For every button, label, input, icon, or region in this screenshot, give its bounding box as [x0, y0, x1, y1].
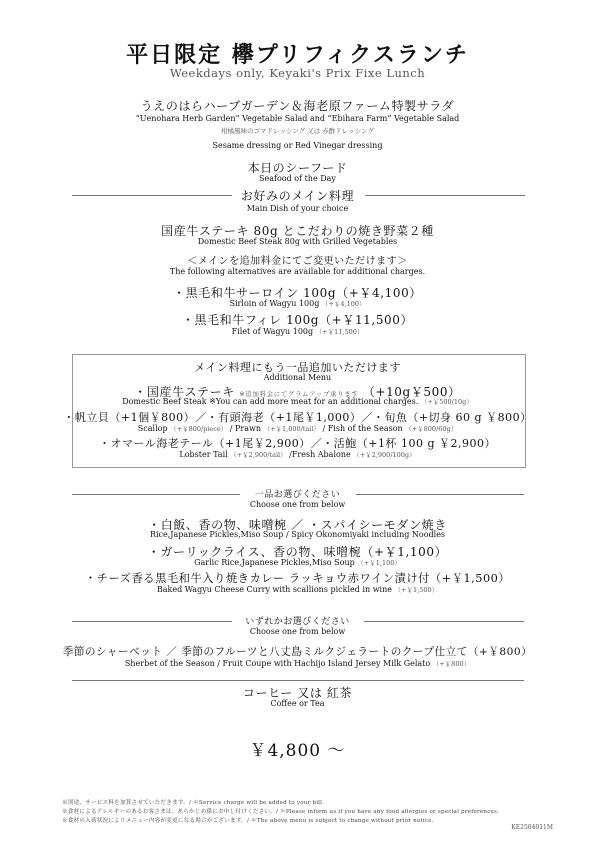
main-alt2-en: [0, 327, 595, 336]
main-alt1-en: [0, 299, 595, 308]
choice2-dessert-jp: 季節のシャーベット ／ 季節のフルーツと八丈島ミルクジェラートのクープ仕立て（+￥800）: [62, 646, 533, 658]
main-header-en: Main Dish of your choice: [246, 204, 349, 213]
choice2-dessert-en-price: （+￥800）: [432, 660, 471, 668]
additional-line3-en-p1: （+￥2,900/tail）: [230, 451, 287, 459]
drink-en: Coffee or Tea: [270, 699, 325, 708]
additional-line2-en-b: / Prawn: [229, 424, 262, 433]
drink-jp: コーヒー 又は 紅茶: [242, 686, 353, 700]
additional-line2-en-a: Scallop: [137, 424, 168, 433]
seafood-jp: 本日のシーフード: [247, 161, 348, 175]
main-alt2-en-text: Filet of Wagyu 100g: [231, 327, 314, 336]
divider: [72, 680, 524, 681]
salad-dressing-en: Sesame dressing or Red Vinegar dressing: [212, 141, 383, 150]
main-alt1-en-text: Sirloin of Wagyu 100g: [229, 299, 320, 308]
choice1-header-jp: 一品お選びください: [254, 490, 341, 500]
additional-line1-price: （+10g￥500）: [362, 385, 461, 399]
choice2-header-en: Choose one from below: [249, 627, 346, 636]
choice2-dessert-en-text: Sherbet of the Season / Fruit Coupe with Hachijo Island Jersey Milk Gelato: [124, 659, 431, 668]
salad-en: “Uenohara Herb Garden” Vegetable Salad and “Ebihara Farm” Vegetable Salad: [135, 114, 460, 123]
main-change-en: The following alternatives are available for additional charges.: [169, 267, 426, 276]
choice1-opt3-en: [0, 585, 595, 594]
choice2-header-jp: いずれかお選びください: [245, 617, 350, 627]
additional-line3-en-p2: （+￥2,900/100g）: [353, 451, 416, 459]
additional-line1-en-price: （+￥500/10g）: [420, 398, 473, 406]
main-header-jp: お好みのメイン料理: [240, 189, 355, 203]
main-change-jp: ＜メインを追加料金にてご変更いただけます＞: [187, 256, 408, 267]
additional-line2-en: [0, 424, 595, 433]
main-alt1-jp: ・黒毛和牛サーロイン 100g（+￥4,100）: [173, 286, 422, 300]
additional-line1-jp-text: ・国産牛ステーキ: [134, 385, 235, 399]
document-code: KE2504011M: [511, 824, 553, 831]
footnote-allergy: ※食材によるアレルギーのあるお客さまは、あらかじめ係にお申し付けください。/ ＊Please inform us if you have any food allergies or special preferences.: [62, 809, 500, 815]
choice1-opt3-en-text: Baked Wagyu Cheese Curry with scallions pickled in wine: [156, 585, 392, 594]
additional-line1-en-text: Domestic Beef Steak ※You can add more meat for an additional charges.: [122, 397, 419, 406]
additional-line3-jp: ・オマール海老テール（+1尾￥2,900）／・活鮑（+1杯 100 g ￥2,900）: [99, 437, 496, 450]
choice1-opt2-en-price: （+￥1,100）: [357, 559, 401, 567]
additional-line1-en: [0, 397, 595, 406]
salad-dressing-jp: 柑橘風味のゴマドレッシング 又は 赤酢ドレッシング: [221, 127, 374, 135]
main-alt2-jp: ・黒毛和牛フィレ 100g（+￥11,500）: [181, 313, 414, 327]
main-dish-en: Domestic Beef Steak 80g with Grilled Vegetables: [197, 237, 398, 246]
additional-line3-en-b: /Fresh Abalone: [289, 450, 351, 459]
menu-price: ￥4,800 ～: [249, 741, 346, 761]
additional-line2-en-c: / Fish of the Season: [322, 424, 403, 433]
choice1-opt2-en: [0, 558, 595, 567]
salad-jp: うえのはらハーブガーデン＆海老原ファーム特製サラダ: [140, 99, 455, 113]
main-alt1-en-price: （+￥4,100）: [321, 300, 366, 308]
additional-line1-note: ※追加料金にてグラムアップ承ります: [239, 390, 359, 398]
footnote-service: ※別途、サービス料を加算させていただきます。/ ＊Service charge will be added to your bill.: [62, 800, 325, 806]
seafood-en: Seafood of the Day: [259, 174, 336, 183]
choice1-opt1-en: Rice,Japanese Pickles,Miso Soup / Spicy Okonomiyaki including Noodles: [149, 530, 446, 539]
additional-line2-en-p3: （+￥800/60g）: [405, 425, 458, 433]
choice1-opt3-en-price: （+￥1,500）: [394, 586, 439, 594]
additional-line2-en-p1: （+￥800/piece）: [170, 425, 228, 433]
main-alt2-en-price: （+￥11,500）: [315, 328, 364, 336]
choice1-opt3-jp: ・チーズ香る黒毛和牛入り焼きカレー ラッキョウ赤ワイン漬け付（+￥1,500）: [84, 572, 511, 585]
additional-header-jp: メイン料理にもう一品追加いただけます: [194, 361, 401, 374]
choice2-dessert-en: [0, 659, 595, 668]
choice1-opt2-en-text: Garlic Rice,Japanese Pickles,Miso Soup: [194, 558, 355, 567]
page-title: 平日限定 欅プリフィクスランチ: [126, 42, 469, 68]
additional-line2-jp: ・帆立貝（+1個￥800）／・有頭海老（+1尾￥1,000）／・旬魚（+切身 60 g ￥800）: [63, 411, 532, 424]
additional-line3-en: [0, 450, 595, 459]
main-dish-jp: 国産牛ステーキ 80g とこだわりの焼き野菜２種: [161, 224, 434, 238]
choice1-opt1-jp: ・白飯、香の物、味噌椀 ／ ・スパイシーモダン焼き: [148, 518, 447, 532]
choice1-opt2-jp: ・ガーリックライス、香の物、味噌椀（+￥1,100）: [147, 545, 448, 559]
footnote-change: ※食材の入荷状況によりメニュー内容が変更になる場合がございます。/ ＊The above menu is subject to change without prior notice.: [62, 818, 434, 824]
page-subtitle: Weekdays only, Keyaki's Prix Fixe Lunch: [169, 66, 426, 80]
choice1-header-en: Choose one from below: [249, 500, 346, 509]
additional-header-en: Additional Menu: [263, 373, 332, 382]
additional-line2-en-p2: （+￥1,000/tail）: [263, 425, 320, 433]
additional-line3-en-a: Lobster Tail: [179, 450, 228, 459]
